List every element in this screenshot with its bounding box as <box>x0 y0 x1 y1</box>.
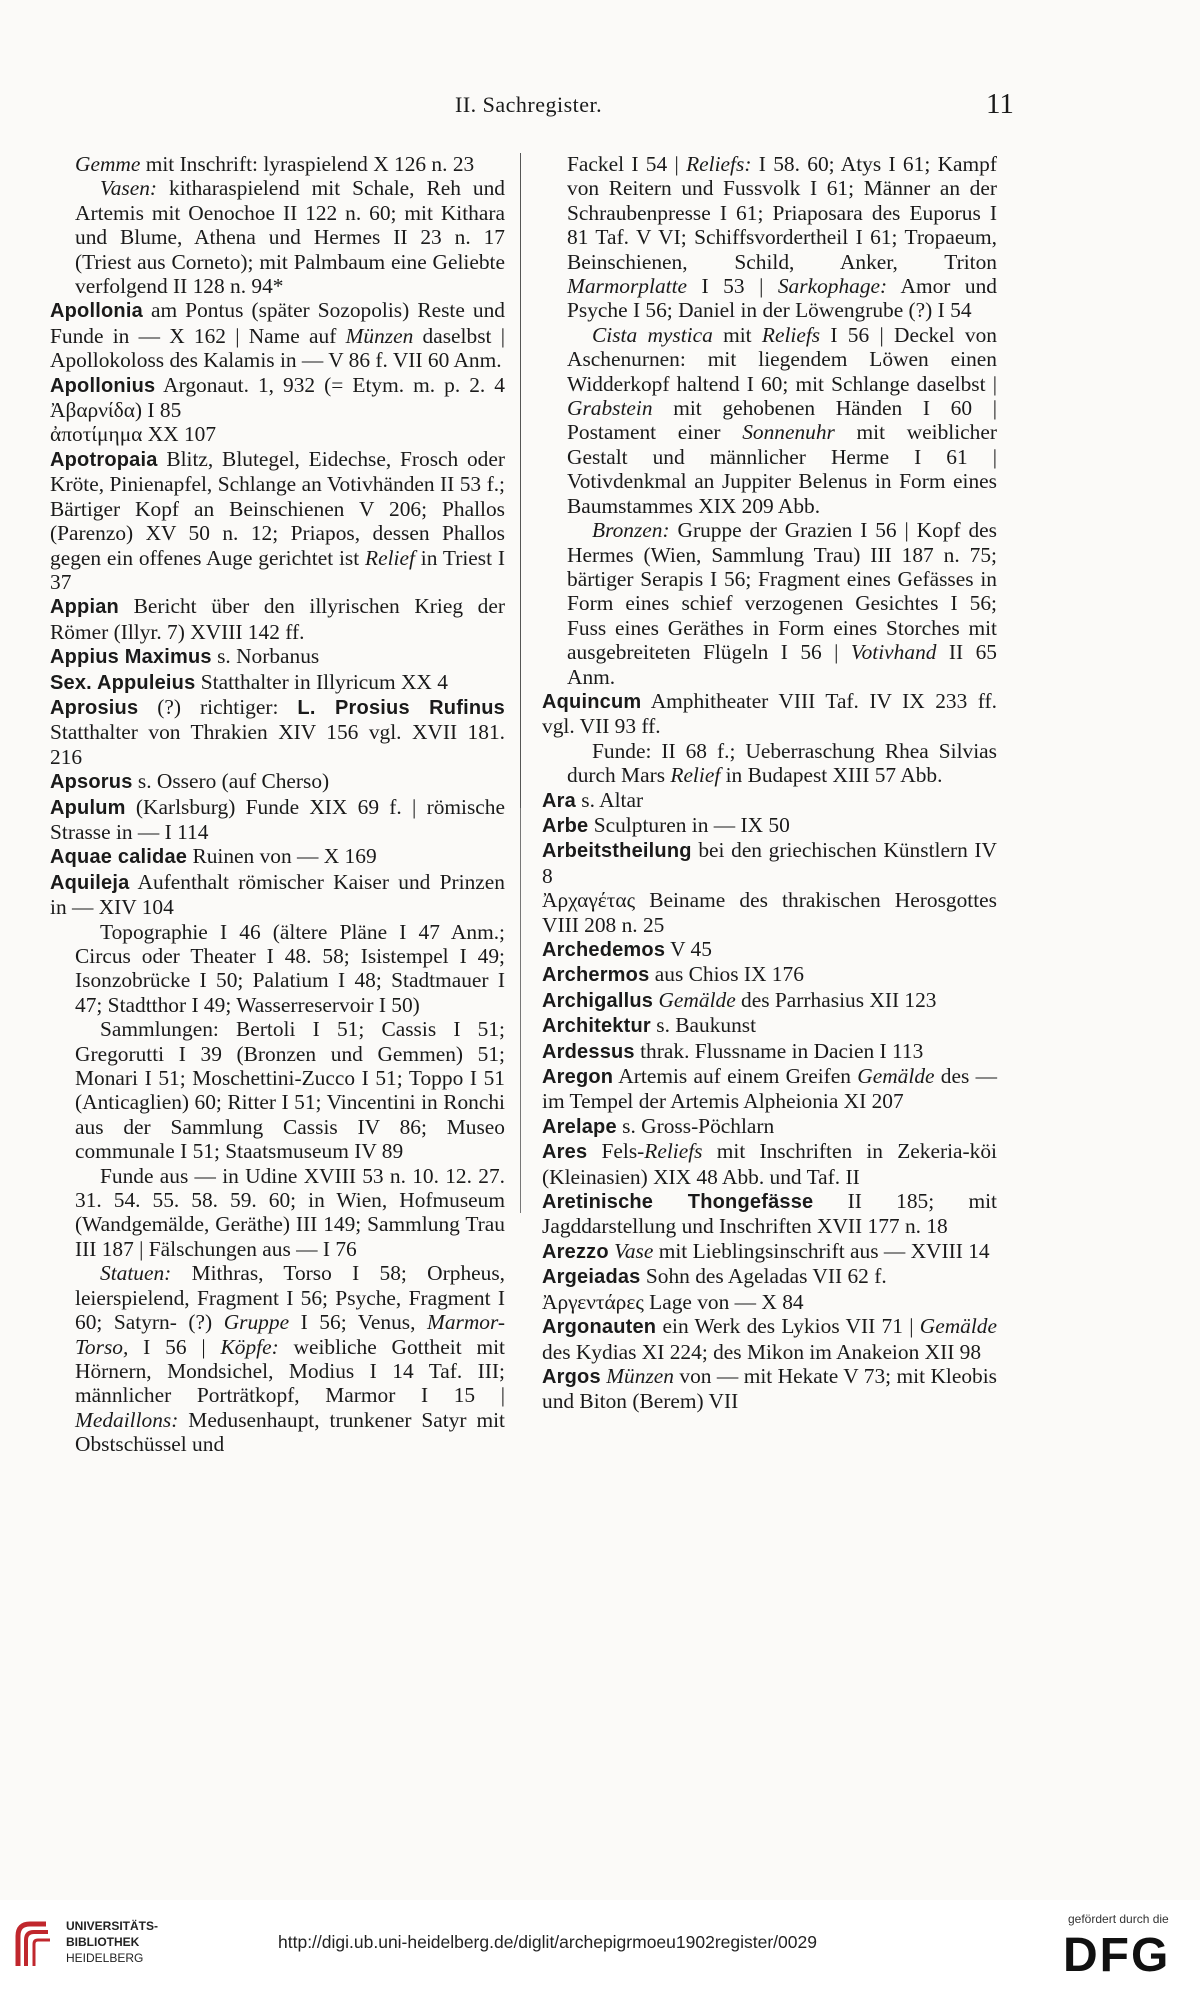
entry-text: mit weiblicher Gestalt und männlicher Herme I 61 | Votivdenkmal an Juppiter Belenus in Form eines Baumstammes XIX 209 Abb. <box>567 420 997 518</box>
entry-keyword: Appius Maximus <box>50 646 212 669</box>
left-column <box>50 152 505 1457</box>
library-line-3: HEIDELBERG <box>66 1951 144 1965</box>
entry-italic: Sonnenuhr <box>742 420 835 445</box>
entry-text: von — mit Hekate V 73; mit Kleobis und Biton (Berem) VII <box>542 1363 997 1414</box>
index-entry <box>50 795 505 845</box>
entry-italic: Gemälde <box>658 987 736 1012</box>
right-column <box>542 152 997 1414</box>
entry-text: I 53 | <box>687 274 778 299</box>
entry-text: Amor und Psyche I 56; Daniel in der Löwengrube (?) I 54 <box>567 274 997 323</box>
entry-text: mit Inschrift: lyraspielend X 126 n. 23 <box>140 152 475 176</box>
entry-text: II 65 Anm. <box>567 640 997 689</box>
index-entry <box>542 1013 997 1038</box>
entry-keyword: Aquae calidae <box>50 846 188 869</box>
entry-keyword: Sex. Appuleius <box>50 671 196 694</box>
entry-keyword: Ares <box>542 1141 588 1164</box>
entry-italic: Gemälde <box>919 1314 997 1339</box>
entry-text: s. Baukunst <box>650 1013 757 1038</box>
entry-text: bei den griechischen Künstlern IV 8 <box>542 838 997 888</box>
column-divider-lower <box>520 808 521 1213</box>
entry-keyword: Aquincum <box>542 690 642 713</box>
library-name <box>66 1918 158 1966</box>
entry-text: II 185; mit Jagddarstellung und Inschriften XVII 177 n. 18 <box>542 1189 997 1239</box>
entry-text: ἀποτίμημα XX 107 <box>50 422 217 447</box>
entry-italic: Relief <box>670 763 721 788</box>
entry-text: Sammlungen: Bertoli I 51; Cassis I 51; Gregorutti I 39 (Bronzen und Gemmen) 51; Monari I 51; Moschettini-Zucco I 51; Toppo I 51 (Anticaglien) 60; Ritter I 51; Vincentini in Ronchi aus der Sammlung Cassis IV 86; Museo communale I 51; Staatsmuseum IV 89 <box>75 1017 505 1164</box>
index-entry <box>50 298 505 372</box>
entry-text: Fels- <box>587 1139 645 1164</box>
entry-italic: Medaillons: <box>75 1407 179 1432</box>
entry-text: I 56 | <box>128 1334 221 1359</box>
index-entry <box>542 1139 997 1189</box>
entry-keyword: Arezzo <box>542 1240 609 1263</box>
entry-text: mit <box>712 322 762 347</box>
entry-text: Ἀργεντάρες Lage von — X 84 <box>542 1289 804 1314</box>
index-entry <box>542 1189 997 1239</box>
entry-italic: Münzen <box>345 323 414 348</box>
entry-italic: Votivhand <box>850 640 937 665</box>
entry-keyword: L. Prosius Rufinus <box>297 696 506 719</box>
entry-text: thrak. Flussname in Dacien I 113 <box>634 1038 924 1063</box>
index-entry <box>542 1114 997 1139</box>
index-entry <box>542 838 997 888</box>
entry-keyword: Arbe <box>542 814 589 837</box>
entry-text: weibliche Gottheit mit Hörnern, Mondsichel, Modius I 14 Taf. III; männlicher Porträtkopf, Marmor I 15 | <box>75 1334 505 1408</box>
entry-keyword: Apsorus <box>50 771 133 794</box>
index-entry <box>542 323 997 518</box>
entry-text: Statthalter von Thrakien XIV 156 vgl. XVII 181. 216 <box>50 720 505 769</box>
entry-italic: Reliefs <box>761 322 821 347</box>
page-url-link[interactable]: http://digi.ub.uni-heidelberg.de/diglit/archepigrmoeu1902register/0029 <box>278 1932 817 1952</box>
entry-italic: Grabstein <box>567 396 653 421</box>
entry-keyword: Aquileja <box>50 871 130 894</box>
entry-keyword: Apollonius <box>50 374 156 397</box>
entry-text: des — im Tempel der Artemis Alpheionia XI 207 <box>542 1064 997 1114</box>
entry-keyword: Argonauten <box>542 1316 657 1339</box>
entry-keyword: Archigallus <box>542 989 654 1012</box>
index-entry <box>542 888 997 937</box>
entry-keyword: Argos <box>542 1365 601 1388</box>
index-entry <box>542 1239 997 1264</box>
entry-text: kitharaspielend mit Schale, Reh und Artemis mit Oenochoe II 122 n. 60; mit Kithara und Blume, Athena und Hermes II 23 n. 17 (Triest aus Corneto); mit Palmbaum eine Geliebte verfolgend II 128 n. 94* <box>75 176 505 299</box>
entry-italic: Marmor-Torso, <box>75 1310 506 1359</box>
dfg-logo: DFG <box>1063 1929 1171 1982</box>
index-entry <box>50 695 505 769</box>
page-number: 11 <box>986 88 1014 120</box>
index-entry <box>542 788 997 813</box>
entry-italic: Reliefs: <box>686 152 752 176</box>
entry-keyword: Apulum <box>50 796 126 819</box>
entry-text: Aufenthalt römischer Kaiser und Prinzen in — XIV 104 <box>50 869 505 920</box>
entry-text: Sohn des Ageladas VII 62 f. <box>640 1264 887 1289</box>
entry-text: I 58. 60; Atys I 61; Kampf von Reitern und Fussvolk I 61; Männer an der Schraubenpresse I 61; Priaposara des Euporus I 81 Taf. V VI; Schiffsvordertheil I 61; Tropaeum, Beinschienen, Schild, Anker, Triton <box>567 152 997 274</box>
entry-text: Funde aus — in Udine XVIII 53 n. 10. 12. 27. 31. 54. 55. 58. 59. 60; in Wien, Hofmuseum (Wandgemälde, Geräthe) III 149; Sammlung Trau III 187 | Fälschungen aus — I 76 <box>75 1163 505 1261</box>
entry-italic: Münzen <box>606 1363 674 1388</box>
entry-keyword: Archedemos <box>542 939 666 961</box>
index-entry <box>50 176 505 298</box>
entry-text: V 45 <box>665 937 712 961</box>
entry-italic: Statuen: <box>100 1261 172 1286</box>
entry-text: Sculpturen in — IX 50 <box>588 812 790 837</box>
index-entry <box>542 813 997 838</box>
entry-text: s. Norbanus <box>211 644 320 669</box>
entry-italic: Relief <box>365 545 415 570</box>
entry-italic: Vasen: <box>100 176 158 201</box>
entry-text: I 56; Venus, <box>289 1310 427 1335</box>
entry-text: Medusenhaupt, trunkener Satyr mit Obstschüssel und <box>75 1407 505 1457</box>
entry-text: mit Inschriften in Zekeria-köi (Kleinasien) XIX 48 Abb. und Taf. II <box>542 1139 997 1189</box>
index-entry <box>542 518 997 689</box>
entry-text: Argonaut. 1, 932 (= Etym. m. p. 2. 4 Ἀβαρνίδα) I 85 <box>50 372 505 423</box>
entry-text: Fackel I 54 | <box>567 152 687 176</box>
index-entry <box>50 1017 505 1163</box>
entry-text: mit Lieblingsinschrift aus — XVIII 14 <box>653 1238 990 1263</box>
index-entry <box>50 373 505 423</box>
library-logo-icon <box>12 1918 54 1970</box>
entry-italic: Cista mystica <box>592 322 713 347</box>
index-entry <box>50 1261 505 1456</box>
entry-italic: Reliefs <box>644 1139 703 1164</box>
entry-keyword: Apollonia <box>50 300 143 323</box>
index-entry <box>542 1290 997 1314</box>
entry-italic: Bronzen: <box>592 518 670 543</box>
entry-keyword: Ara <box>542 789 576 812</box>
entry-italic: Marmorplatte <box>567 274 688 299</box>
index-entry <box>50 870 505 920</box>
index-entry <box>542 1364 997 1414</box>
index-entry <box>50 670 505 695</box>
entry-italic: Gemme <box>75 152 141 176</box>
entry-text: in Budapest XIII 57 Abb. <box>720 763 943 788</box>
entry-text: Topographie I 46 (ältere Pläne I 47 Anm.; Circus oder Theater I 48. 58; Isistempel I 49; Isonzobrücke I 50; Palatium I 48; Stadtmauer I 47; Stadtthor I 49; Wasserreservoir I 50) <box>75 919 505 1017</box>
index-entry <box>50 152 505 176</box>
entry-text: aus Chios IX 176 <box>649 962 804 987</box>
entry-keyword: Archermos <box>542 964 650 987</box>
index-entry <box>50 844 505 869</box>
index-entry <box>50 422 505 446</box>
entry-keyword: Arbeitstheilung <box>542 840 692 863</box>
entry-keyword: Arelape <box>542 1115 617 1138</box>
entry-text: am Pontus (später Sozopolis) Reste und Funde in — X 162 | Name auf <box>50 298 505 348</box>
entry-text: (?) richtiger: <box>138 694 298 719</box>
entry-text: des Parrhasius XII 123 <box>735 987 937 1012</box>
entry-text: Ἀρχαγέτας Beiname des thrakischen Herosgottes VIII 208 n. 25 <box>542 888 997 937</box>
index-entry <box>542 1314 997 1364</box>
entry-text: Amphitheater VIII Taf. IV IX 233 ff. vgl. VII 93 ff. <box>542 688 997 739</box>
index-entry <box>542 988 997 1013</box>
library-line-1: UNIVERSITÄTS- <box>66 1919 159 1933</box>
entry-text: Mithras, Torso I 58; Orpheus, leierspielend, Fragment I 56; Psyche, Fragment I 60; Satyrn- (?) <box>75 1261 505 1335</box>
index-entry <box>542 1039 997 1064</box>
entry-text: in Triest I 37 <box>50 545 505 594</box>
sponsor-text: gefördert durch die <box>1068 1912 1169 1926</box>
library-line-2: BIBLIOTHEK <box>66 1935 140 1949</box>
entry-text: Ruinen von — X 169 <box>187 844 377 869</box>
entry-italic: Gemälde <box>857 1064 935 1089</box>
entry-keyword: Aregon <box>542 1066 614 1089</box>
entry-text: mit gehobenen Händen I 60 | Postament einer <box>567 396 997 445</box>
entry-keyword: Architektur <box>542 1015 651 1038</box>
entry-keyword: Appian <box>50 596 119 619</box>
entry-text: Statthalter in Illyricum XX 4 <box>195 669 448 694</box>
entry-keyword: Argeiadas <box>542 1266 641 1289</box>
entry-text: Gruppe der Grazien I 56 | Kopf des Hermes (Wien, Sammlung Trau) III 187 n. 75; bärtiger Serapis I 56; Fragment eines Gefässes in Form eines schief verzogenen Gesichtes I 56; Fuss eines Geräthes in Form eines Storches mit ausgebreiteten Flügeln I 56 | <box>567 518 997 665</box>
index-entry <box>50 644 505 669</box>
entry-italic: Köpfe: <box>220 1334 279 1359</box>
entry-text: Bericht über den illyrischen Krieg der Römer (Illyr. 7) XVIII 142 ff. <box>50 594 505 644</box>
entry-text: Blitz, Blutegel, Eidechse, Frosch oder Kröte, Pinienapfel, Schlange an Votivhänden II 53 f.; Bärtiger Kopf an Beinschienen V 206; Phallos (Parenzo) XV 50 n. 12; Priapos, dessen Phallos gegen ein offenes Auge gerichtet ist <box>50 446 505 570</box>
entry-keyword: Aprosius <box>50 696 139 719</box>
index-entry <box>542 1064 997 1114</box>
entry-text: I 56 | Deckel von Aschenurnen: mit liegendem Löwen einen Widderkopf haltend I 60; mit Schlange daselbst | <box>567 322 997 396</box>
entry-text: s. Gross-Pöchlarn <box>616 1113 775 1138</box>
entry-text: ein Werk des Lykios VII 71 | <box>656 1314 920 1339</box>
entry-text: des Kydias XI 224; des Mikon im Anakeion XII 98 <box>542 1339 982 1364</box>
entry-italic: Sarkophage: <box>777 274 888 299</box>
entry-italic: Vase <box>614 1238 654 1263</box>
index-entry <box>542 962 997 987</box>
entry-text: (Karlsburg) Funde XIX 69 f. | römische Strasse in — I 114 <box>50 794 505 844</box>
index-entry <box>542 1264 997 1289</box>
index-entry <box>50 447 505 594</box>
index-entry <box>50 769 505 794</box>
entry-italic: Gruppe <box>223 1310 290 1335</box>
entry-text: daselbst | Apollokoloss des Kalamis in — V 86 f. VII 60 Anm. <box>50 323 505 373</box>
entry-text: Artemis auf einem Greifen <box>613 1064 858 1089</box>
index-entry <box>50 1164 505 1262</box>
entry-text: Funde: II 68 f.; Ueberraschung Rhea Silvias durch Mars <box>567 738 997 788</box>
entry-text: s. Altar <box>575 787 644 812</box>
entry-keyword: Apotropaia <box>50 448 158 471</box>
entry-text: s. Ossero (auf Cherso) <box>132 769 330 794</box>
index-entry <box>542 152 997 323</box>
running-head: II. Sachregister. <box>455 92 603 117</box>
index-entry <box>542 689 997 739</box>
index-entry <box>50 920 505 1018</box>
page-header <box>0 88 1200 128</box>
entry-keyword: Ardessus <box>542 1040 635 1063</box>
column-divider <box>520 153 521 808</box>
index-entry <box>50 594 505 644</box>
entry-keyword: Aretinische Thongefässe <box>542 1191 814 1214</box>
index-entry <box>542 739 997 788</box>
index-entry <box>542 937 997 962</box>
